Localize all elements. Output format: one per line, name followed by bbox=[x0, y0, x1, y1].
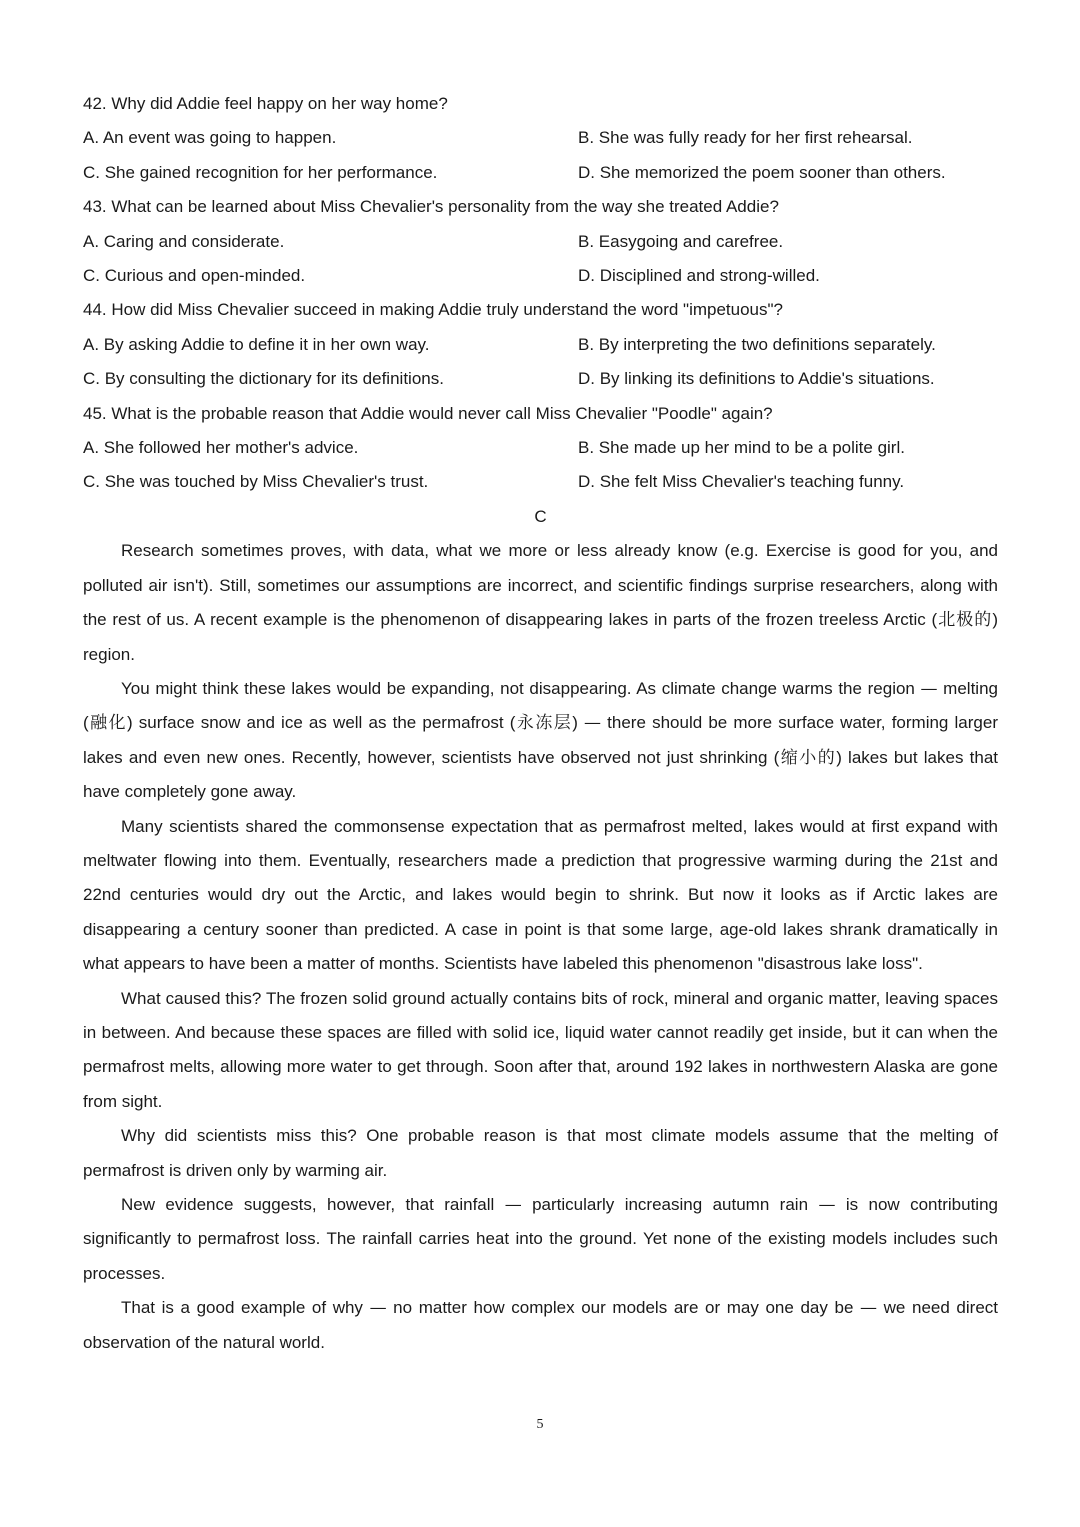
question-stem: 45. What is the probable reason that Addie would never call Miss Chevalier "Poodle" again? bbox=[83, 403, 773, 423]
exam-page bbox=[83, 87, 998, 1360]
text-run: there should be more surface water, forming larger lakes and even new ones. Recently, however, scientists have observed not just shrinking ( bbox=[83, 713, 998, 767]
em-dash: — bbox=[818, 1195, 836, 1215]
options-row bbox=[83, 431, 998, 465]
passage-c bbox=[83, 534, 998, 1360]
option-c: C. She was touched by Miss Chevalier's trust. bbox=[83, 472, 429, 492]
text-run: You might think these lakes would be expanding, not disappearing. As climate change warms the region bbox=[121, 678, 921, 698]
options-row bbox=[83, 259, 998, 293]
option-a: A. By asking Addie to define it in her own way. bbox=[83, 334, 430, 354]
passage-paragraph-7 bbox=[83, 1291, 998, 1360]
option-d: D. She felt Miss Chevalier's teaching funny. bbox=[578, 472, 905, 492]
text-run: we need direct observation of the natural world. bbox=[83, 1298, 999, 1352]
question-stem: 43. What can be learned about Miss Chevalier's personality from the way she treated Addie? bbox=[83, 197, 779, 217]
option-d: D. By linking its definitions to Addie's situations. bbox=[578, 369, 935, 389]
text-run: ) lakes but lakes that have completely gone away. bbox=[83, 747, 998, 802]
options-row bbox=[83, 121, 998, 155]
options-row bbox=[83, 362, 998, 396]
passage-paragraph-4: What caused this? The frozen solid ground actually contains bits of rock, mineral and organic matter, leaving spaces in between. And because these spaces are filled with solid ice, liquid water cannot readily get inside, but it can when the permafrost melts, allowing more water to get through. Soon after that, around 192 lakes in northwestern Alaska are gone from sight. bbox=[83, 988, 998, 1111]
option-a: A. She followed her mother's advice. bbox=[83, 438, 359, 458]
text-run: That is a good example of why bbox=[121, 1298, 370, 1318]
chinese-gloss: 北极的 bbox=[937, 610, 993, 631]
question-44 bbox=[83, 293, 998, 396]
section-heading: C bbox=[534, 506, 547, 526]
em-dash: — bbox=[504, 1195, 522, 1215]
option-b: B. Easygoing and carefree. bbox=[578, 231, 784, 251]
options-row bbox=[83, 225, 998, 259]
question-stem: 44. How did Miss Chevalier succeed in making Addie truly understand the word "impetuous"? bbox=[83, 300, 783, 320]
option-b: B. She was fully ready for her first rehearsal. bbox=[578, 128, 913, 148]
text-run: ) surface snow and ice as well as the permafrost ( bbox=[126, 713, 516, 733]
em-dash: — bbox=[860, 1298, 878, 1319]
question-42 bbox=[83, 87, 998, 190]
text-run: is now contributing significantly to permafrost loss. The rainfall carries heat into the ground. Yet none of the existing models includes such processes. bbox=[83, 1195, 998, 1283]
chinese-gloss: 永冻层 bbox=[515, 713, 573, 734]
option-b: B. By interpreting the two definitions separately. bbox=[578, 334, 936, 354]
chinese-gloss: 融化 bbox=[88, 713, 127, 734]
passage-paragraph-1 bbox=[83, 534, 998, 672]
option-c: C. Curious and open-minded. bbox=[83, 266, 306, 286]
passage-paragraph-3: Many scientists shared the commonsense expectation that as permafrost melted, lakes would at first expand with meltwater flowing into them. Eventually, researchers made a prediction that progressive warming during the 21st and 22nd centuries would dry out the Arctic, and lakes would begin to shrink. But now it looks as if Arctic lakes are disappearing a century sooner than predicted. A case in point is that some large, age-old lakes shrank dramatically in what appears to have been a matter of months. Scientists have labeled this phenomenon "disastrous lake loss". bbox=[83, 816, 998, 974]
em-dash: — bbox=[584, 713, 602, 734]
text-run: New evidence suggests, however, that rainfall bbox=[121, 1195, 505, 1214]
text-run: ) region. bbox=[83, 610, 999, 664]
question-45 bbox=[83, 397, 998, 500]
passage-paragraph-5: Why did scientists miss this? One probable reason is that most climate models assume that the melting of permafrost is driven only by warming air. bbox=[83, 1126, 998, 1180]
option-a: A. Caring and considerate. bbox=[83, 231, 285, 251]
text-run: particularly increasing autumn rain bbox=[521, 1195, 819, 1214]
chinese-gloss: 缩小的 bbox=[779, 747, 837, 768]
page-number: 5 bbox=[536, 1417, 544, 1432]
text-run: ) bbox=[572, 713, 585, 733]
option-c: C. She gained recognition for her performance. bbox=[83, 162, 438, 182]
option-b: B. She made up her mind to be a polite girl. bbox=[578, 438, 905, 458]
em-dash: — bbox=[369, 1298, 387, 1319]
option-d: D. Disciplined and strong-willed. bbox=[578, 266, 820, 286]
options-row bbox=[83, 465, 998, 499]
question-43 bbox=[83, 190, 998, 293]
question-stem: 42. Why did Addie feel happy on her way home? bbox=[83, 94, 448, 113]
text-run: no matter how complex our models are or may one day be bbox=[386, 1298, 861, 1318]
passage-paragraph-6 bbox=[83, 1188, 998, 1291]
text-run: Research sometimes proves, with data, what we more or less already know (e.g. Exercise is good for you, and polluted air isn't). Still, sometimes our assumptions are incorrect, and scientific findings surprise researchers, along with the rest of us. A recent example is the phenomenon of disappearing lakes in parts of the frozen treeless Arctic ( bbox=[83, 541, 998, 630]
option-c: C. By consulting the dictionary for its definitions. bbox=[83, 369, 444, 389]
em-dash: — bbox=[920, 678, 938, 699]
option-d: D. She memorized the poem sooner than others. bbox=[578, 162, 946, 182]
options-row bbox=[83, 328, 998, 362]
passage-paragraph-2 bbox=[83, 672, 998, 810]
options-row bbox=[83, 156, 998, 190]
option-a: A. An event was going to happen. bbox=[83, 128, 337, 148]
text-run: melting ( bbox=[83, 678, 998, 733]
